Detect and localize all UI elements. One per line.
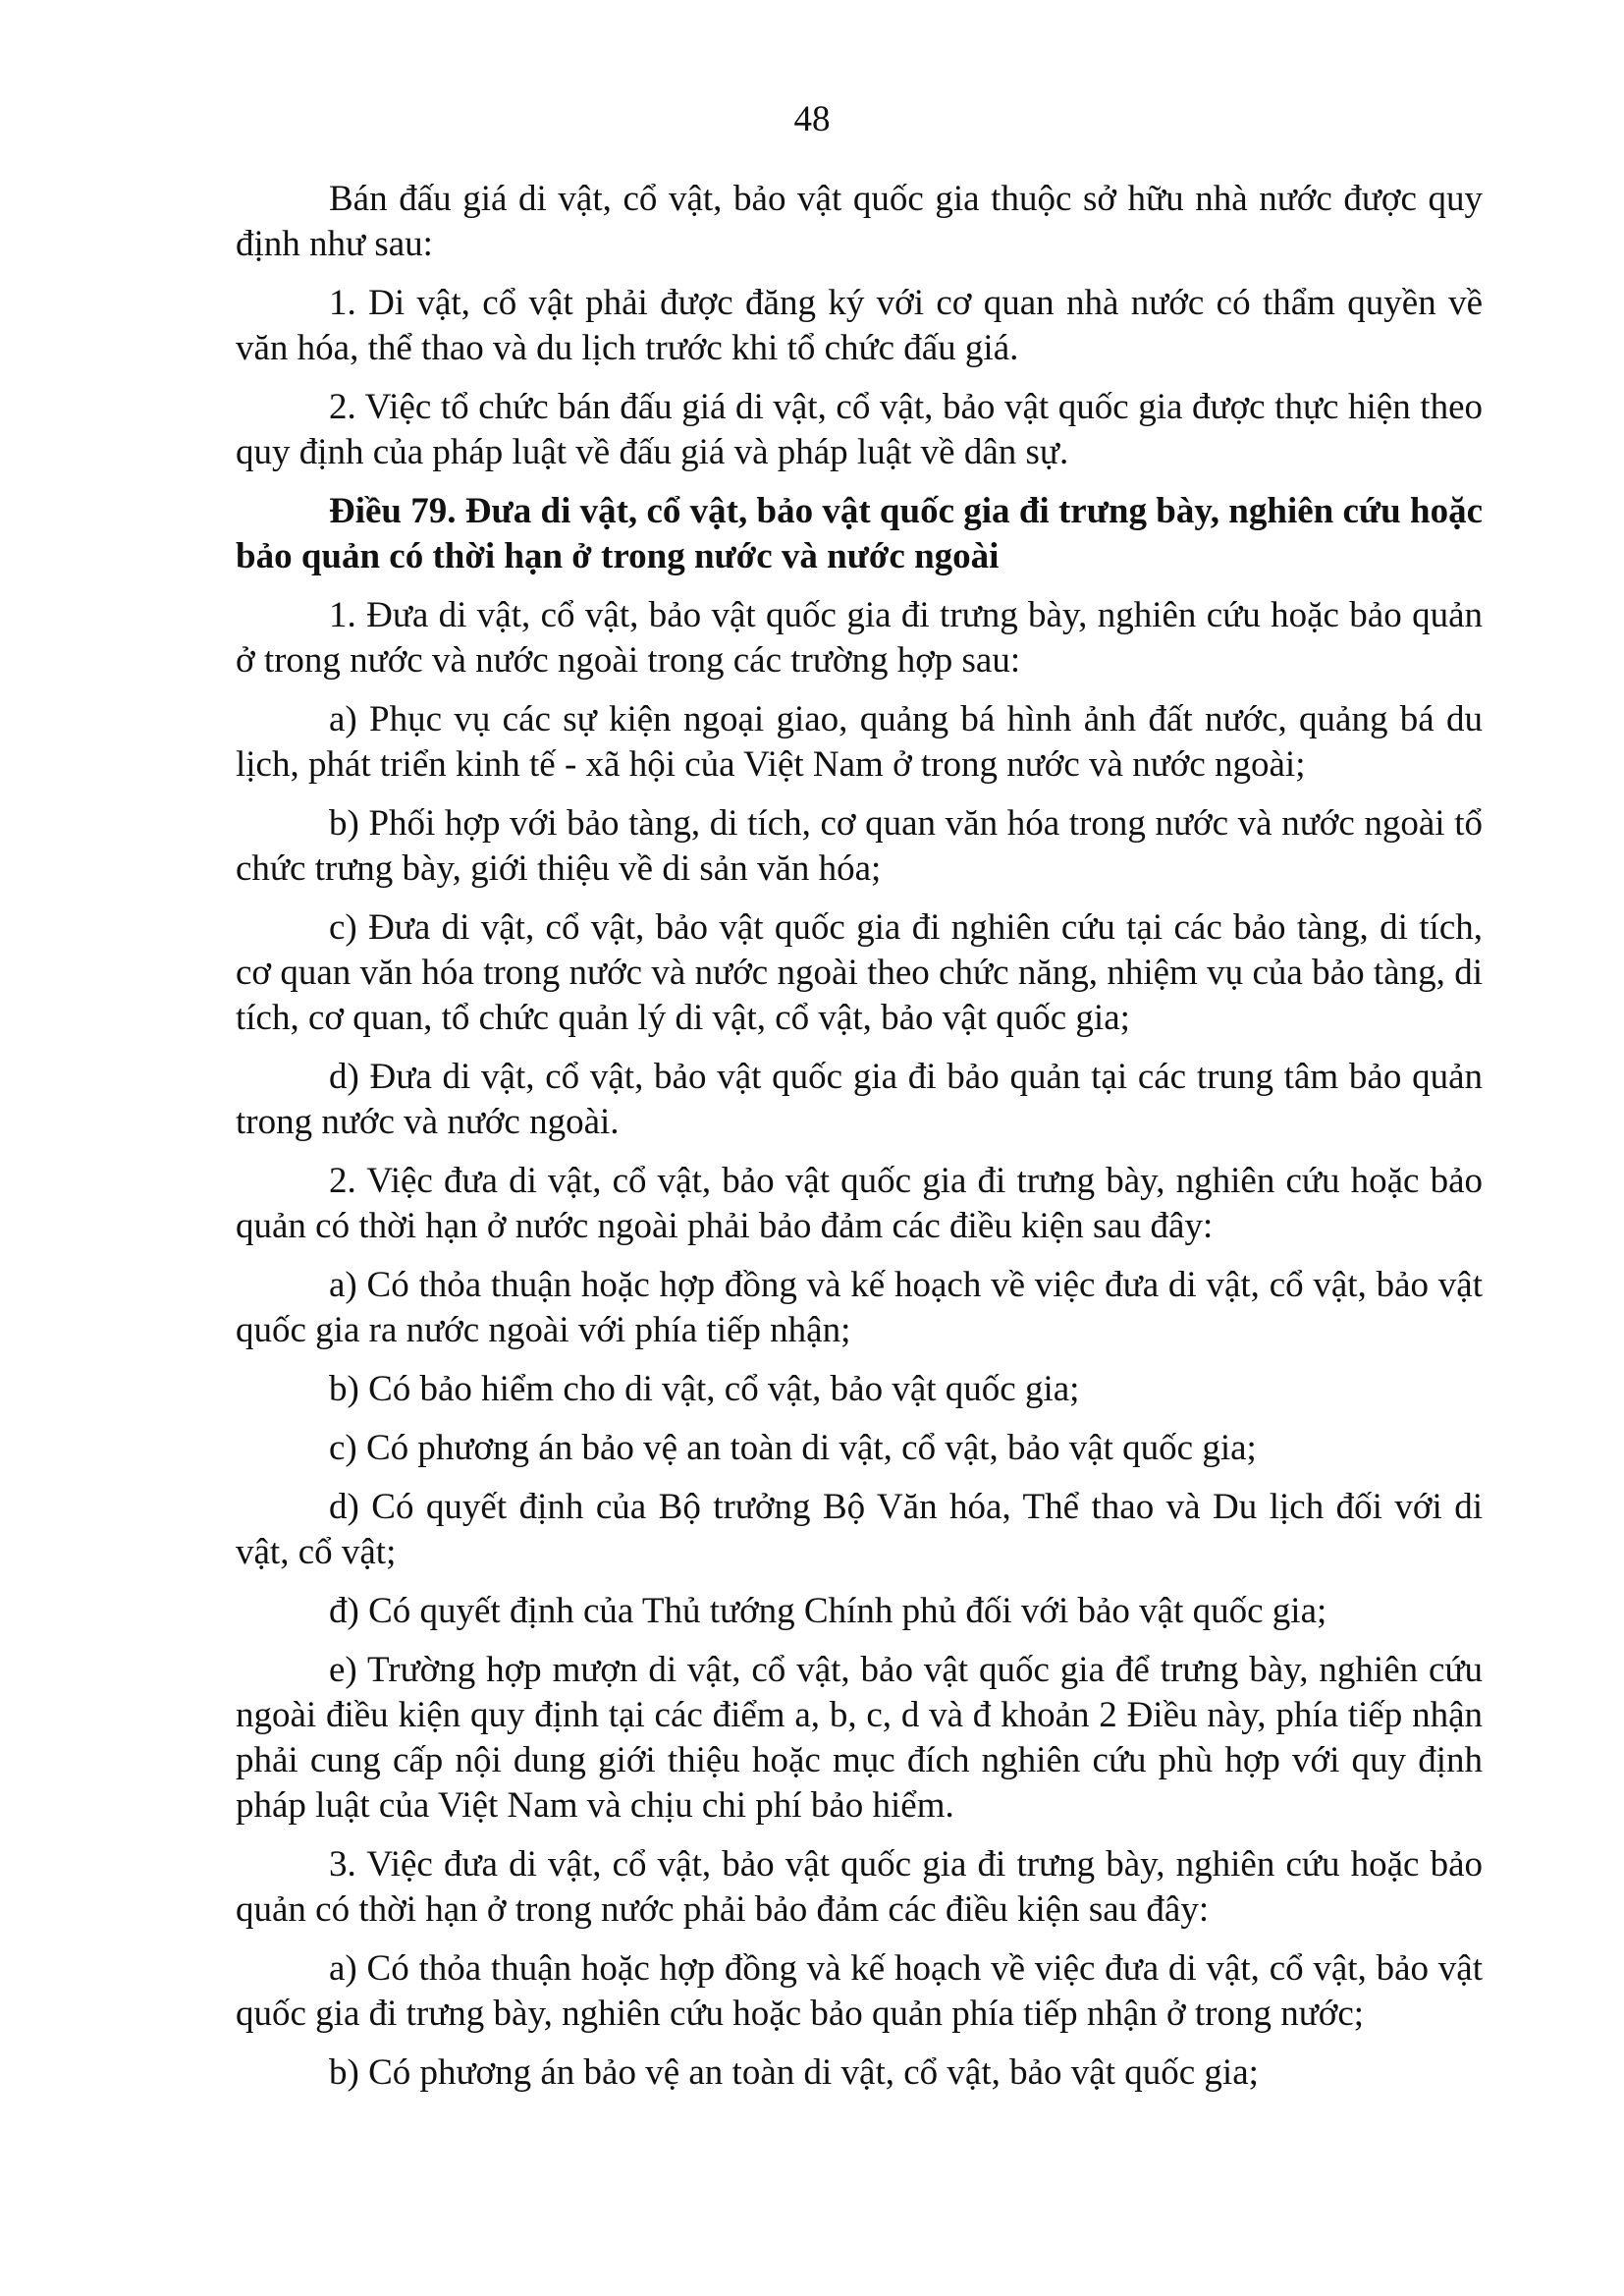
article-79-clause-2-a: a) Có thỏa thuận hoặc hợp đồng và kế hoạch về việc đưa di vật, cổ vật, bảo vật quốc gia ra nước ngoài với phía tiếp nhận; <box>236 1265 1483 1350</box>
article-79-clause-3: 3. Việc đưa di vật, cổ vật, bảo vật quốc gia đi trưng bày, nghiên cứu hoặc bảo quản có thời hạn ở trong nước phải bảo đảm các điều kiện sau đây: <box>236 1844 1483 1930</box>
article-79-clause-1-d: d) Đưa di vật, cổ vật, bảo vật quốc gia đi bảo quản tại các trung tâm bảo quản trong nước và nước ngoài. <box>236 1057 1483 1142</box>
intro-paragraph: Bán đấu giá di vật, cổ vật, bảo vật quốc gia thuộc sở hữu nhà nước được quy định như sau: <box>236 179 1483 264</box>
article-79-clause-3-a: a) Có thỏa thuận hoặc hợp đồng và kế hoạch về việc đưa di vật, cổ vật, bảo vật quốc gia đi trưng bày, nghiên cứu hoặc bảo quản phía tiếp nhận ở trong nước; <box>236 1948 1483 2034</box>
clause-1-registration: 1. Di vật, cổ vật phải được đăng ký với cơ quan nhà nước có thẩm quyền về văn hóa, thể thao và du lịch trước khi tổ chức đấu giá. <box>236 283 1483 368</box>
article-79-clause-1-c: c) Đưa di vật, cổ vật, bảo vật quốc gia đi nghiên cứu tại các bảo tàng, di tích, cơ quan văn hóa trong nước và nước ngoài theo chức năng, nhiệm vụ của bảo tàng, di tích, cơ quan, tổ chức quản lý di vật, cổ vật, bảo vật quốc gia; <box>236 907 1483 1038</box>
document-body <box>236 177 1483 2109</box>
article-79-clause-2-b: b) Có bảo hiểm cho di vật, cổ vật, bảo vật quốc gia; <box>329 1369 1080 1409</box>
article-79-clause-2-dd: đ) Có quyết định của Thủ tướng Chính phủ đối với bảo vật quốc gia; <box>329 1591 1327 1631</box>
article-79-clause-1: 1. Đưa di vật, cổ vật, bảo vật quốc gia đi trưng bày, nghiên cứu hoặc bảo quản ở trong nước và nước ngoài trong các trường hợp sau: <box>236 595 1483 681</box>
article-79-clause-2-d: d) Có quyết định của Bộ trưởng Bộ Văn hóa, Thể thao và Du lịch đối với di vật, cổ vật; <box>236 1487 1483 1572</box>
article-79-clause-2-e: e) Trường hợp mượn di vật, cổ vật, bảo vật quốc gia để trưng bày, nghiên cứu ngoài điều kiện quy định tại các điểm a, b, c, d và đ khoản 2 Điều này, phía tiếp nhận phải cung cấp nội dung giới thiệu hoặc mục đích nghiên cứu phù hợp với quy định pháp luật của Việt Nam và chịu chi phí bảo hiểm. <box>236 1650 1483 1826</box>
article-79-heading: Điều 79. Đưa di vật, cổ vật, bảo vật quốc gia đi trưng bày, nghiên cứu hoặc bảo quản có thời hạn ở trong nước và nước ngoài <box>236 491 1483 576</box>
article-79-clause-3-b: b) Có phương án bảo vệ an toàn di vật, cổ vật, bảo vật quốc gia; <box>329 2052 1259 2093</box>
article-79-clause-1-b: b) Phối hợp với bảo tàng, di tích, cơ quan văn hóa trong nước và nước ngoài tổ chức trưng bày, giới thiệu về di sản văn hóa; <box>236 803 1483 889</box>
clause-2-auction-law: 2. Việc tổ chức bán đấu giá di vật, cổ vật, bảo vật quốc gia được thực hiện theo quy định của pháp luật về đấu giá và pháp luật về dân sự. <box>236 387 1483 472</box>
article-79-clause-1-a: a) Phục vụ các sự kiện ngoại giao, quảng bá hình ảnh đất nước, quảng bá du lịch, phát triển kinh tế - xã hội của Việt Nam ở trong nước và nước ngoài; <box>236 699 1483 785</box>
article-79-clause-2-c: c) Có phương án bảo vệ an toàn di vật, cổ vật, bảo vật quốc gia; <box>329 1428 1257 1468</box>
article-79-clause-2: 2. Việc đưa di vật, cổ vật, bảo vật quốc gia đi trưng bày, nghiên cứu hoặc bảo quản có thời hạn ở nước ngoài phải bảo đảm các điều kiện sau đây: <box>236 1161 1483 1246</box>
page-number: 48 <box>793 99 831 139</box>
